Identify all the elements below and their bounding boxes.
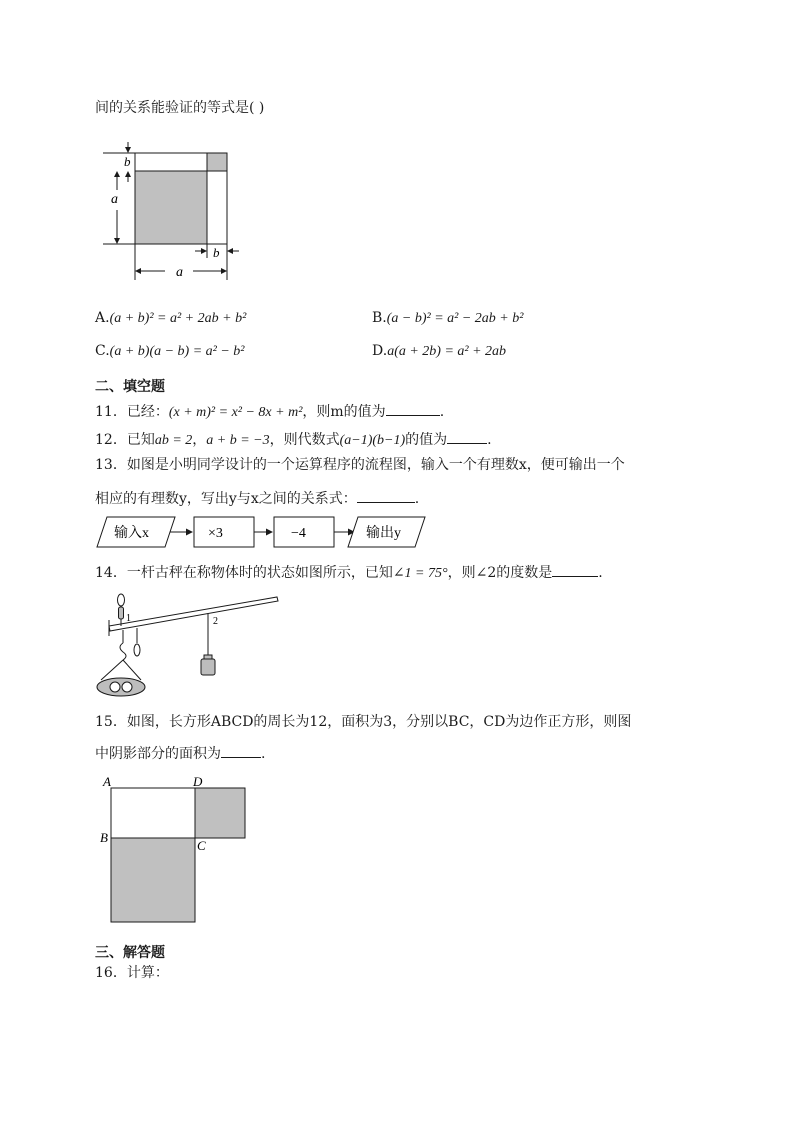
square-on-bc	[111, 838, 195, 922]
q10-square-figure	[95, 140, 245, 285]
angle-1-label: 1	[126, 613, 131, 624]
q13-flowchart	[95, 514, 430, 550]
vertex-a: A	[103, 774, 111, 789]
question-15-line1: 15．如图，长方形ABCD的周长为12，面积为3，分别以BC，CD为边作正方形，则图	[95, 714, 632, 730]
section-title-answer: 三、解答题	[95, 945, 165, 961]
answer-blank-14[interactable]	[552, 564, 598, 577]
rectangle-abcd	[111, 788, 195, 838]
shaded-square-a	[135, 171, 207, 244]
question-15-line2: 中阴影部分的面积为 .	[95, 746, 266, 762]
vertex-b: B	[100, 830, 108, 845]
shaded-square-b	[207, 153, 227, 171]
label-a-bottom: a	[176, 265, 183, 280]
option-d[interactable]: D.a(a + 2b) = a² + 2ab	[372, 343, 507, 359]
question-13-line2: 相应的有理数y，写出y与x之间的关系式： .	[95, 491, 420, 507]
answer-blank-13[interactable]	[357, 490, 415, 503]
vertex-d: D	[193, 774, 203, 789]
answer-blank-11[interactable]	[386, 403, 440, 416]
answer-blank-15[interactable]	[221, 745, 261, 758]
question-12: 12．已知ab = 2，a + b = −3，则代数式(a−1)(b−1)的值为 .	[95, 432, 492, 448]
option-c[interactable]: C.(a + b)(a − b) = a² − b²	[95, 343, 245, 359]
pan	[97, 678, 145, 696]
flow-times-box	[194, 517, 254, 547]
angle-2-label: 2	[213, 616, 218, 627]
answer-blank-12[interactable]	[447, 431, 487, 444]
question-13-line1: 13．如图是小明同学设计的一个运算程序的流程图，输入一个有理数x，便可输出一个	[95, 457, 625, 473]
option-a[interactable]: A.(a + b)² = a² + 2ab + b²	[95, 310, 247, 326]
q14-steelyard-figure	[95, 588, 285, 700]
flow-minus-text: −4	[291, 526, 306, 541]
option-b[interactable]: B.(a − b)² = a² − 2ab + b²	[372, 310, 524, 326]
section-title-fill-in: 二、填空题	[95, 379, 165, 395]
q10-stem: 间的关系能验证的等式是( )	[95, 100, 265, 116]
flow-times-text: ×3	[208, 526, 223, 541]
label-b-bottom: b	[213, 245, 220, 260]
q15-rectangle-figure	[95, 772, 255, 928]
vertex-c: C	[197, 838, 206, 853]
label-b-top: b	[124, 154, 131, 169]
beam	[109, 597, 278, 631]
label-a-left: a	[111, 192, 118, 207]
question-16: 16．计算：	[95, 965, 169, 981]
square-on-cd	[195, 788, 245, 838]
flow-output-text: 输出y	[366, 526, 401, 541]
question-14: 14．一杆古秤在称物体时的状态如图所示，已知∠1 = 75°，则∠2的度数是 .	[95, 565, 603, 581]
weight	[201, 659, 215, 675]
question-11: 11．已经：(x + m)² = x² − 8x + m²，则m的值为 .	[95, 404, 445, 420]
flow-input-text: 输入x	[114, 526, 149, 541]
